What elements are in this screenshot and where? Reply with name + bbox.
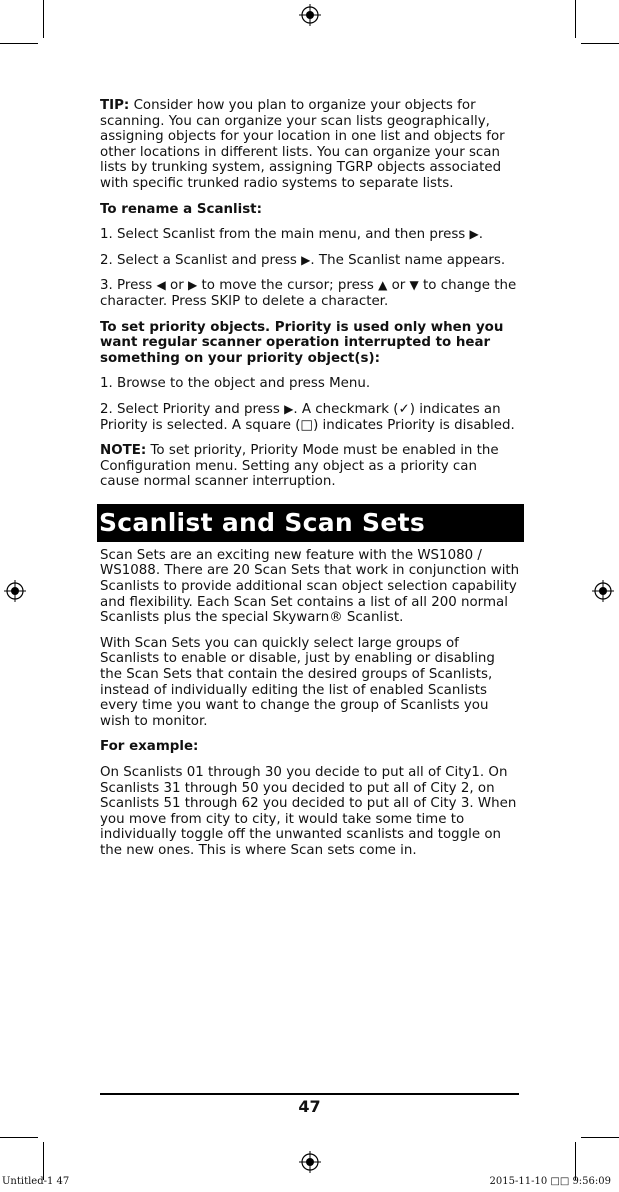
- left-triangle-icon: ◀: [156, 278, 166, 293]
- crop-mark: [575, 1142, 576, 1180]
- section-paragraph-1: Scan Sets are an exciting new feature with the WS1080 / WS1088. There are 20 Scan Sets that work in conjunction with Scanlists to provide additional scan object selection capability and flexibility. Each Scan Set contains a list of all 200 normal Scanlists plus the special Skywarn® Scanlist.: [100, 547, 520, 626]
- rename-step-1: 1. Select Scanlist from the main menu, and then press ▶.: [100, 227, 484, 243]
- priority-step-1: 1. Browse to the object and press Menu.: [100, 376, 371, 392]
- note-paragraph: [100, 443, 520, 490]
- square-icon: □: [300, 417, 314, 433]
- crop-mark: [43, 1142, 44, 1180]
- priority-step-2: 2. Select Priority and press ▶. A checkmark (✓) indicates an Priority is selected. A square (□) indicates Priority is disabled.: [100, 401, 515, 433]
- example-heading: For example:: [100, 739, 199, 755]
- crop-mark: [43, 0, 44, 38]
- print-slug-right: 2015-11-10 □□ 9:56:09: [489, 1176, 611, 1187]
- crop-mark: [581, 1137, 619, 1138]
- print-slug-left: Untitled-1 47: [2, 1176, 70, 1187]
- up-triangle-icon: ▲: [378, 278, 388, 293]
- page-content: [100, 98, 520, 869]
- checkmark-icon: ✓: [398, 401, 410, 417]
- registration-mark-icon: [299, 1151, 321, 1173]
- registration-mark-icon: [4, 580, 26, 602]
- tip-paragraph: [100, 98, 520, 192]
- priority-heading: To set priority objects. Priority is used only when you want regular scanner operation interrupted to hear something on your priority object(s):: [100, 319, 504, 366]
- crop-mark: [0, 43, 38, 44]
- right-triangle-icon: ▶: [284, 401, 294, 416]
- registration-mark-icon: [299, 4, 321, 26]
- down-triangle-icon: ▼: [409, 278, 419, 293]
- section-paragraph-2: With Scan Sets you can quickly select large groups of Scanlists to enable or disable, just by enabling or disabling the Scan Sets that contain the desired groups of Scanlists, instead of individually editing the list of enabled Scanlists every time you want to change the group of Scanlists you wish to monitor.: [100, 635, 495, 729]
- crop-mark: [575, 0, 576, 38]
- section-title: Scanlist and Scan Sets: [97, 504, 524, 542]
- page-number: 47: [298, 1097, 321, 1116]
- section-paragraph-3: On Scanlists 01 through 30 you decide to put all of City1. On Scanlists 31 through 50 you decided to put all of City 2, on Scanlists 51 through 62 you decided to put all of City 3. When you move from city to city, it would take some time to individually toggle off the unwanted scanlists and toggle on the new ones. This is where Scan sets come in.: [100, 765, 517, 858]
- footer-rule: [100, 1093, 519, 1095]
- tip-text: Consider how you plan to organize your objects for scanning. You can organize your scan lists geographically, assigning objects for your location in one list and objects for other locations in different lists. You can organize your scan lists by trunking system, assigning TGRP objects associated with specific trunked radio systems to separate lists.: [100, 98, 505, 191]
- note-label: NOTE:: [100, 443, 147, 459]
- tip-label: TIP:: [100, 98, 130, 113]
- note-text: To set priority, Priority Mode must be enabled in the Configuration menu. Setting any object as a priority can cause normal scanner interruption.: [100, 443, 499, 490]
- registration-mark-icon: [592, 580, 614, 602]
- rename-heading: To rename a Scanlist:: [100, 201, 262, 217]
- rename-step-3: 3. Press ◀ or ▶ to move the cursor; press ▲ or ▼ to change the character. Press SKIP to delete a character.: [100, 278, 517, 309]
- crop-mark: [581, 43, 619, 44]
- right-triangle-icon: ▶: [188, 278, 198, 293]
- right-triangle-icon: ▶: [469, 227, 479, 242]
- right-triangle-icon: ▶: [301, 252, 311, 267]
- rename-step-2: 2. Select a Scanlist and press ▶. The Scanlist name appears.: [100, 252, 506, 268]
- crop-mark: [0, 1137, 38, 1138]
